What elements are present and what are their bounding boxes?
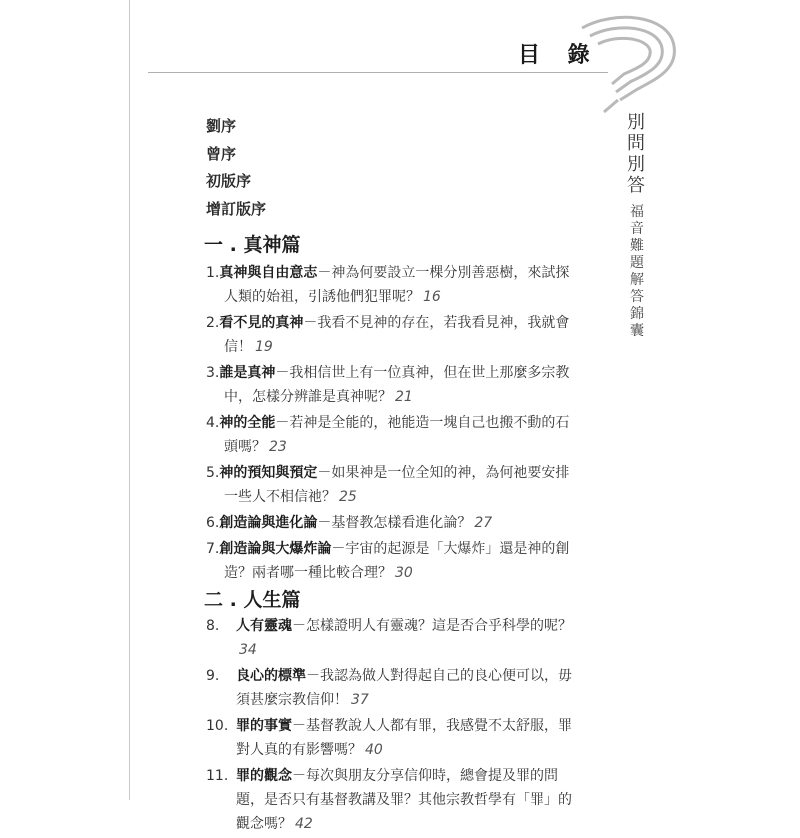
entry-term: 真神與自由意志 (219, 265, 318, 281)
entry-text: 對人真的有影響嗎？ (236, 742, 362, 758)
entry-text: －我看不見神的存在，若我看見神，我就會 (303, 315, 570, 331)
entry-text: －神為何要設立一棵分別善惡樹，來試探 (317, 265, 570, 281)
entry-number: 3. (206, 365, 220, 381)
entry-page: 30 (395, 565, 413, 581)
entry-text: 造？兩者哪一種比較合理？ (224, 565, 392, 581)
entry-term: 看不見的真神 (219, 315, 304, 331)
entry-number: 10. (206, 718, 229, 734)
entry-text: －每次與朋友分享信仰時，總會提及罪的問 (292, 768, 558, 784)
entry-text: －我相信世上有一位真神，但在世上那麼多宗教 (275, 365, 570, 381)
entry-text: －我認為做人對得起自己的良心便可以，毋 (306, 668, 572, 684)
toc-entry[interactable] (206, 764, 590, 836)
page-title: 目 錄 (518, 43, 600, 68)
entry-term: 罪的事實 (236, 718, 292, 734)
entry-text: 人類的始祖，引誘他們犯罪呢？ (224, 289, 420, 305)
entry-text: －基督教說人人都有罪，我感覺不太舒服，罪 (292, 718, 572, 734)
page-spine (129, 0, 130, 800)
entry-number: 6. (206, 515, 220, 531)
entry-number: 1. (206, 265, 220, 281)
entry-text: 頭嗎？ (224, 439, 266, 455)
entry-text: 一些人不相信祂？ (224, 489, 336, 505)
preface-list (206, 113, 266, 223)
book-subtitle-vertical: 福音難題解答錦囊 (630, 204, 644, 339)
toc-entry[interactable] (206, 361, 590, 409)
entry-number: 5. (206, 465, 220, 481)
entry-text: －如果神是一位全知的神，為何祂要安排 (317, 465, 570, 481)
section-heading: 一 . 真神篇 (204, 234, 301, 256)
section-entries (206, 261, 590, 587)
entry-page: 42 (295, 816, 313, 832)
entry-page: 40 (365, 742, 383, 758)
entry-text: 須甚麼宗教信仰！ (236, 692, 348, 708)
entry-page: 16 (423, 289, 441, 305)
entry-page: 27 (474, 515, 493, 531)
entry-text: 觀念嗎？ (236, 816, 292, 832)
toc-entry[interactable] (206, 614, 590, 662)
toc-entry[interactable] (206, 714, 590, 762)
entry-number: 11. (206, 768, 229, 784)
entry-text: 信！ (224, 339, 252, 355)
entry-text: －若神是全能的，祂能造一塊自己也搬不動的石 (275, 415, 570, 431)
entry-number: 9. (206, 668, 220, 684)
entry-page: 34 (239, 642, 257, 658)
preface-item[interactable]: 增訂版序 (206, 199, 267, 218)
entry-page: 37 (351, 692, 369, 708)
entry-text: －基督教怎樣看進化論？ (317, 515, 472, 531)
entry-term: 創造論與進化論 (219, 515, 318, 531)
entry-page: 19 (255, 339, 273, 355)
toc-entry[interactable] (206, 664, 590, 712)
entry-number: 7. (206, 541, 220, 557)
entry-page: 23 (269, 439, 287, 455)
toc-entry[interactable] (206, 461, 590, 509)
entry-term: 人有靈魂 (236, 618, 292, 634)
entry-page: 21 (395, 389, 413, 405)
entry-text: －怎樣證明人有靈魂？這是否合乎科學的呢？ (292, 618, 572, 634)
preface-item[interactable]: 劉序 (206, 117, 237, 135)
entry-number: 4. (206, 415, 220, 431)
section-heading: 二 . 人生篇 (204, 589, 301, 611)
entry-term: 神的全能 (219, 415, 276, 431)
toc-entry[interactable] (206, 537, 590, 585)
preface-item[interactable]: 曾序 (206, 144, 237, 163)
entry-term: 神的預知與預定 (219, 465, 318, 481)
toc-entry[interactable] (206, 511, 590, 535)
entry-number: 2. (206, 315, 220, 331)
header-rule (148, 72, 608, 73)
entry-page: 25 (339, 489, 357, 505)
toc-entry[interactable] (206, 311, 590, 359)
entry-text: －宇宙的起源是「大爆炸」還是神的創 (331, 541, 570, 557)
book-title-vertical: 別問別答 (627, 112, 645, 196)
entry-term: 良心的標準 (236, 668, 306, 684)
entry-term: 創造論與大爆炸論 (219, 541, 332, 557)
toc-entry[interactable] (206, 261, 590, 309)
entry-number: 8. (206, 618, 220, 634)
entry-term: 誰是真神 (219, 365, 276, 381)
entry-text: 題，是否只有基督教講及罪？其他宗教哲學有「罪」的 (236, 792, 572, 808)
entry-text: 中，怎樣分辨誰是真神呢？ (224, 389, 392, 405)
preface-item[interactable]: 初版序 (206, 172, 252, 190)
section-entries (206, 614, 590, 838)
question-mark-ornament-icon (574, 8, 684, 118)
entry-term: 罪的觀念 (236, 768, 292, 784)
toc-entry[interactable] (206, 411, 590, 459)
